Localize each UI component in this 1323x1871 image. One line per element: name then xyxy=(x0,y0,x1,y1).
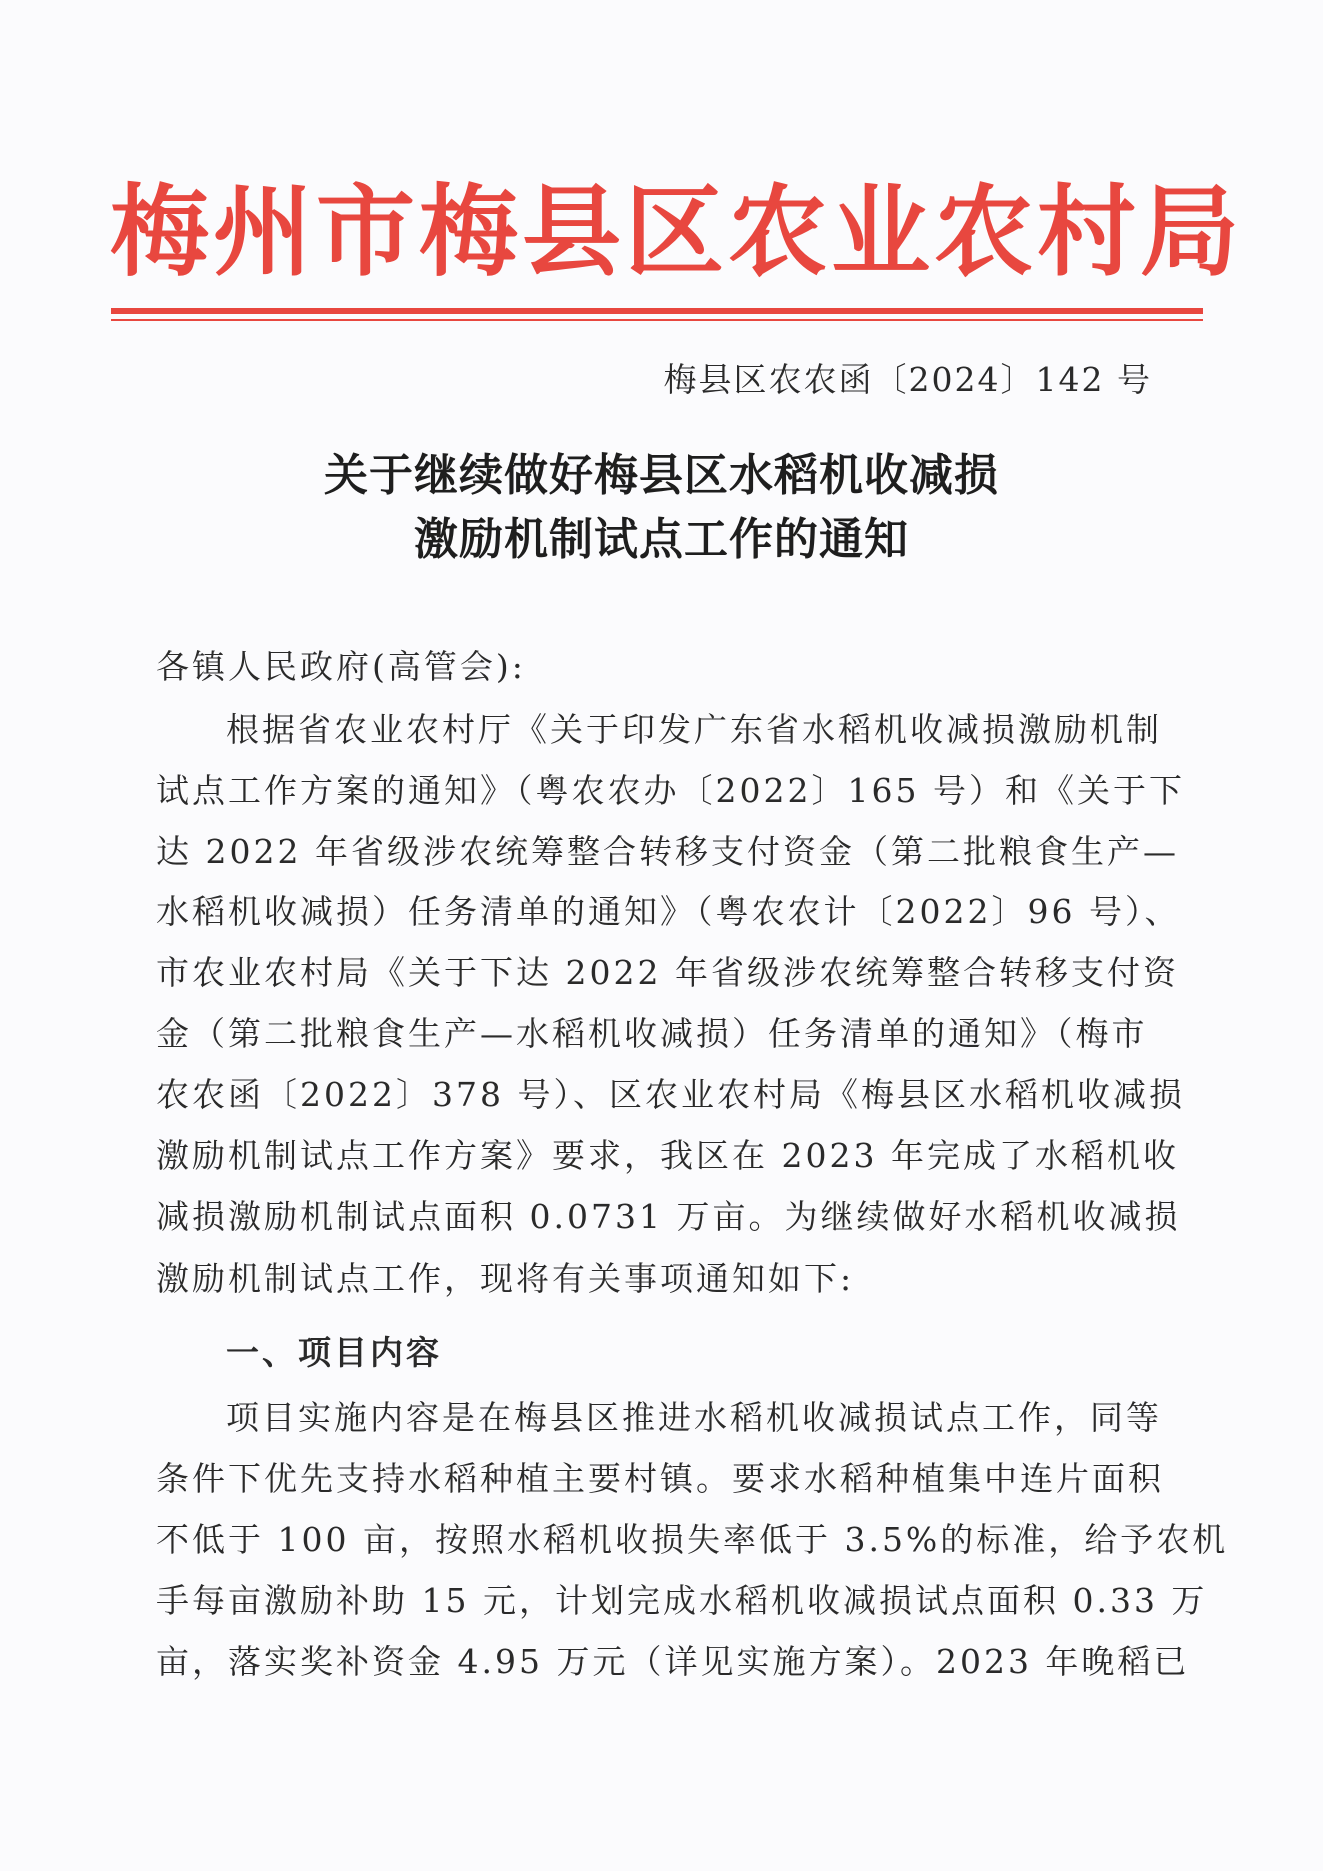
letterhead-rule-thick xyxy=(111,308,1203,314)
body-line: 水稻机收减损）任务清单的通知》（粤农农计〔2022〕96 号）、 xyxy=(156,892,1181,931)
section-line: 条件下优先支持水稻种植主要村镇。要求水稻种植集中连片面积 xyxy=(156,1459,1164,1498)
title-line-1: 关于继续做好梅县区水稻机收减损 xyxy=(324,450,999,501)
body-line: 减损激励机制试点面积 0.0731 万亩。为继续做好水稻机收减损 xyxy=(156,1197,1181,1236)
letterhead-rule-thin xyxy=(111,319,1203,321)
title-line-2: 激励机制试点工作的通知 xyxy=(414,514,909,565)
body-line: 达 2022 年省级涉农统筹整合转移支付资金（第二批粮食生产— xyxy=(156,832,1179,871)
section-line: 项目实施内容是在梅县区推进水稻机收减损试点工作，同等 xyxy=(226,1398,1162,1437)
agency-letterhead: 梅州市梅县区农业农村局 xyxy=(110,174,1243,290)
section-heading: 一、项目内容 xyxy=(226,1333,442,1372)
salutation: 各镇人民政府(高管会): xyxy=(156,647,526,686)
body-line: 激励机制试点工作，现将有关事项通知如下: xyxy=(156,1259,855,1298)
body-line: 市农业农村局《关于下达 2022 年省级涉农统筹整合转移支付资 xyxy=(156,953,1179,992)
section-line: 手每亩激励补助 15 元，计划完成水稻机收减损试点面积 0.33 万 xyxy=(156,1581,1208,1620)
section-line: 亩，落实奖补资金 4.95 万元（详见实施方案）。2023 年晚稻已 xyxy=(156,1642,1190,1681)
body-line: 根据省农业农村厅《关于印发广东省水稻机收减损激励机制 xyxy=(226,710,1162,749)
document-number: 梅县区农农函〔2024〕142 号 xyxy=(663,360,1152,399)
section-line: 不低于 100 亩，按照水稻机收损失率低于 3.5%的标准，给予农机 xyxy=(156,1520,1229,1559)
body-line: 激励机制试点工作方案》要求，我区在 2023 年完成了水稻机收 xyxy=(156,1136,1179,1175)
body-line: 试点工作方案的通知》（粤农农办〔2022〕165 号）和《关于下 xyxy=(156,771,1185,810)
body-line: 农农函〔2022〕378 号）、区农业农村局《梅县区水稻机收减损 xyxy=(156,1075,1185,1114)
body-line: 金（第二批粮食生产—水稻机收减损）任务清单的通知》（梅市 xyxy=(156,1014,1148,1053)
